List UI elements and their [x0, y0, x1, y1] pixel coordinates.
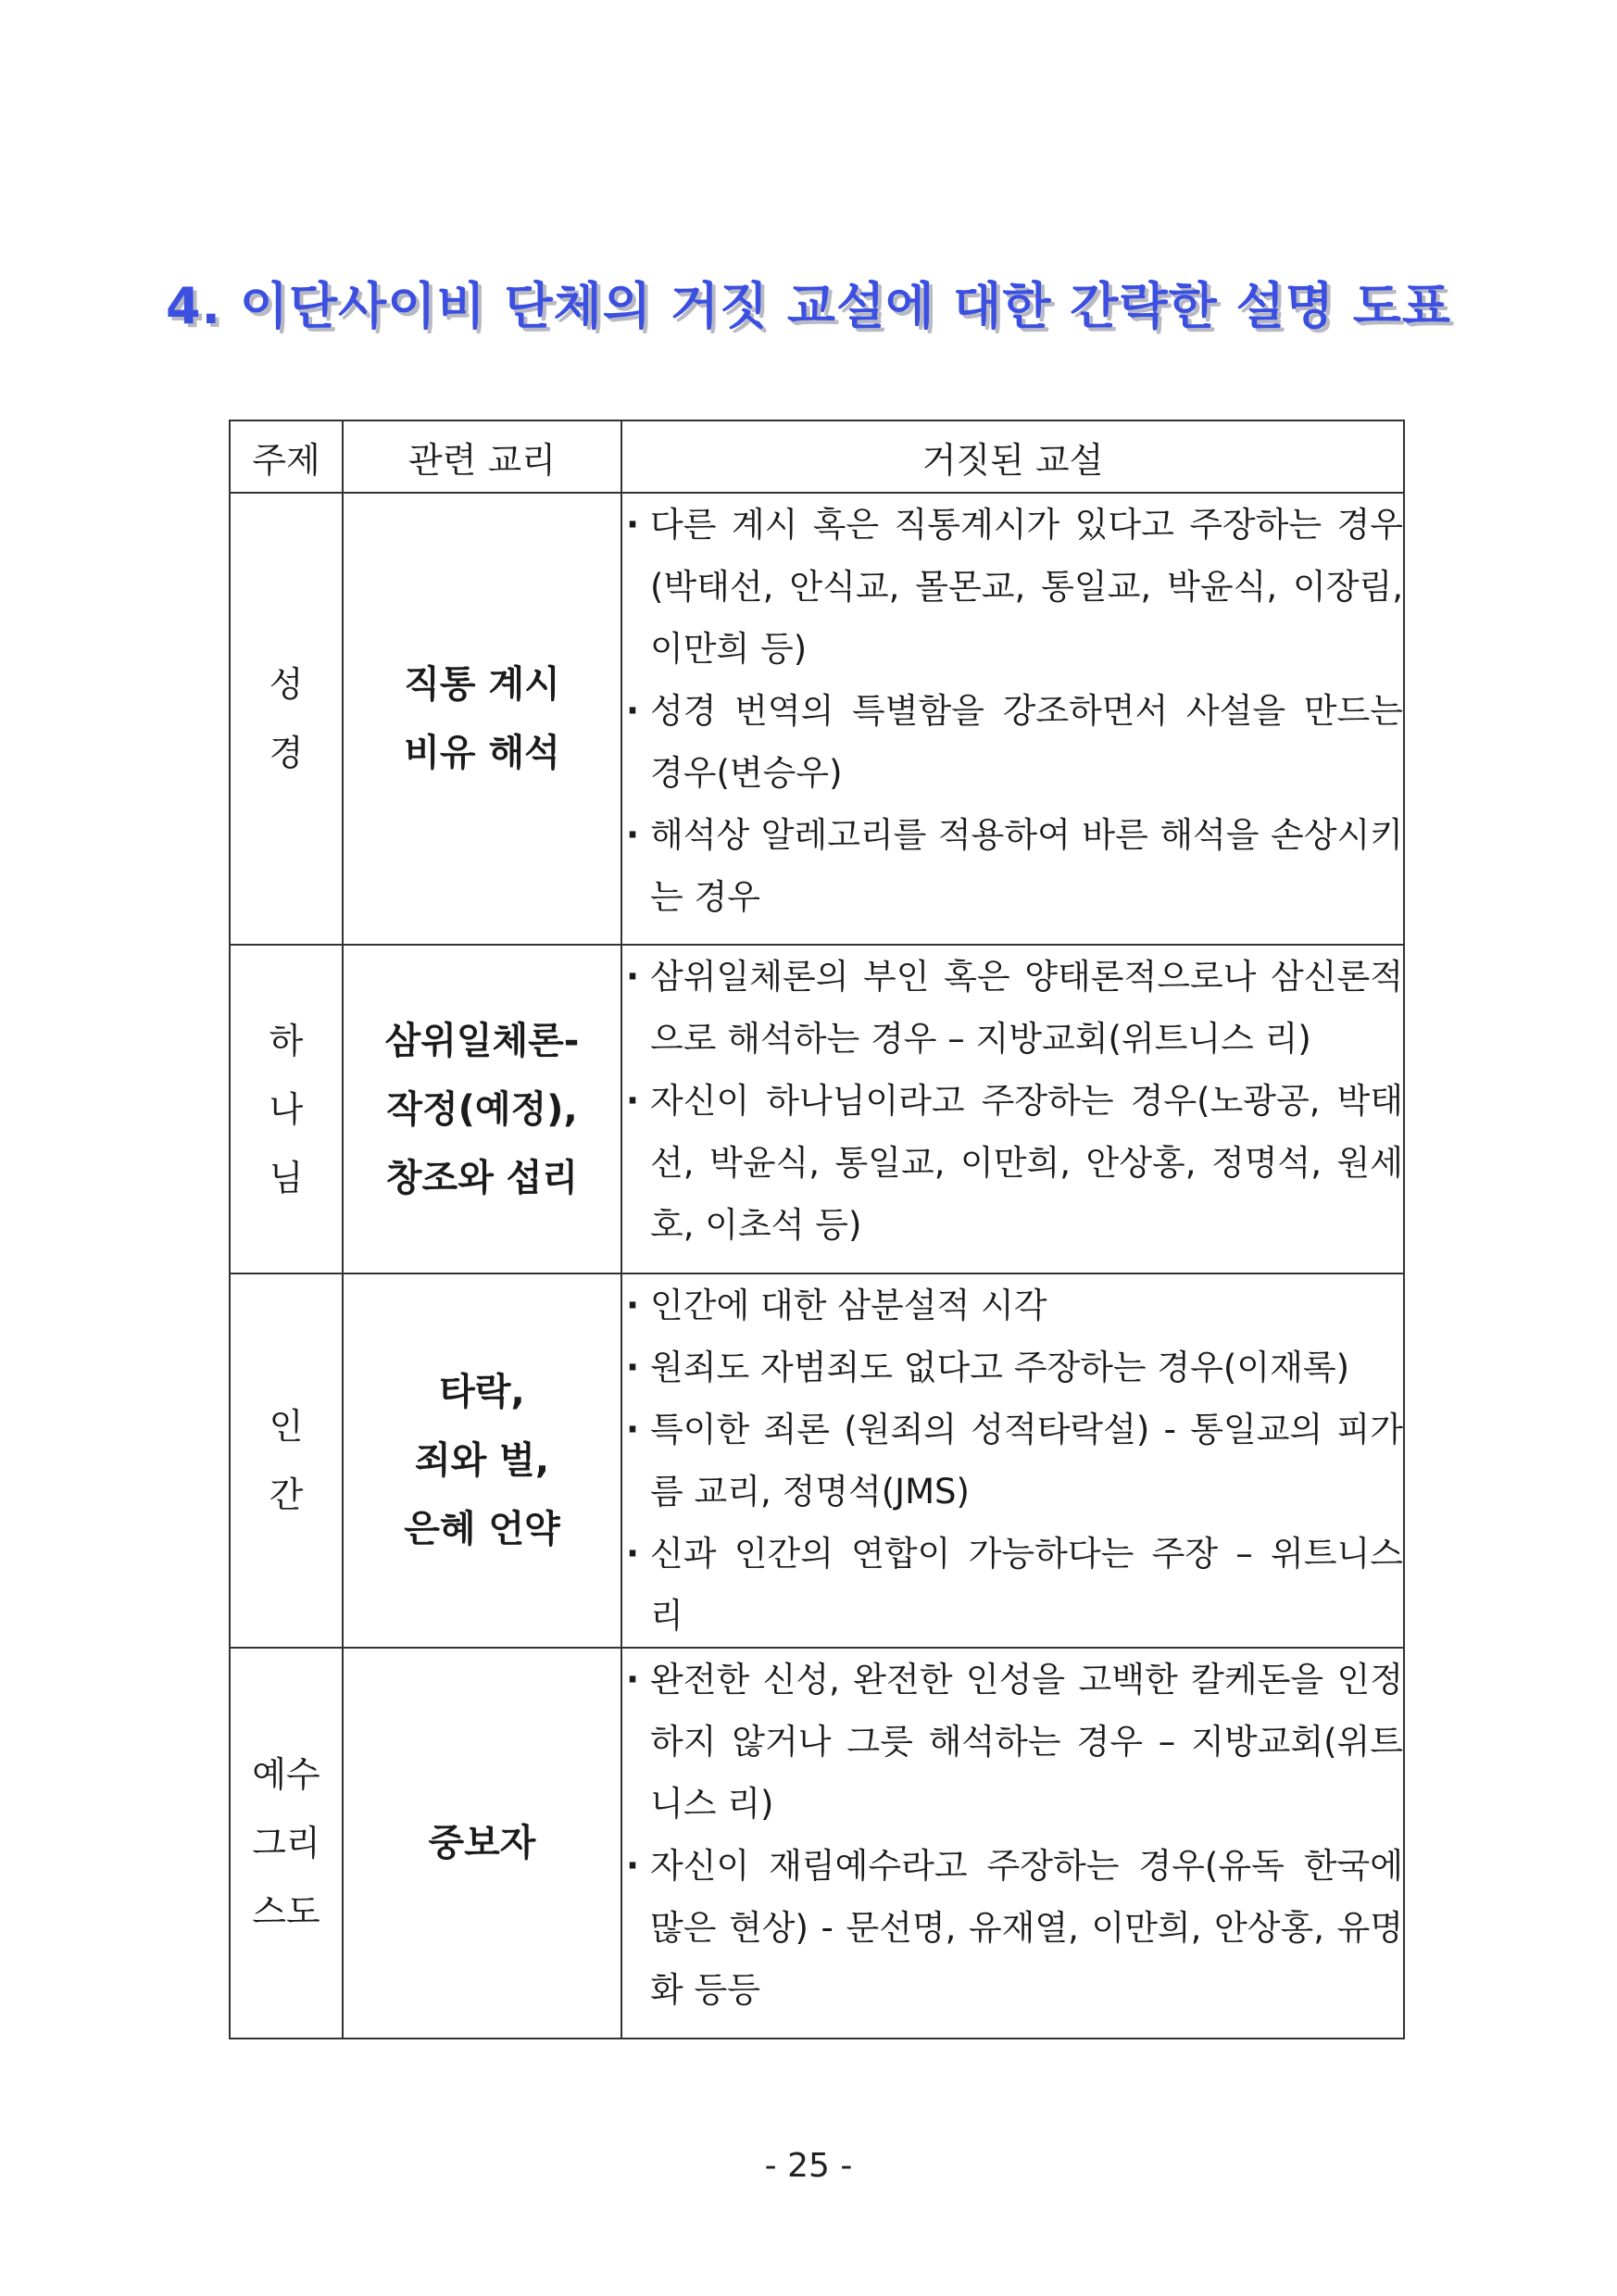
- topic-line: 하: [269, 1020, 304, 1061]
- list-item: · 성경 번역의 특별함을 강조하면서 사설을 만드는 경우(변승우): [622, 680, 1403, 804]
- topic-line: 그리: [252, 1823, 320, 1863]
- list-item: · 삼위일체론의 부인 혹은 양태론적으로나 삼신론적으로 해석하는 경우 – 지방교회(위트니스 리): [622, 946, 1403, 1070]
- topic-line: 성: [269, 664, 304, 705]
- doctrine-line: 타락,: [439, 1371, 525, 1413]
- teachings-cell: [621, 493, 1404, 945]
- page-number: - 25 -: [764, 2147, 853, 2185]
- doctrine-cell: [343, 1273, 621, 1648]
- doctrine-line: 직통 계시: [404, 663, 560, 706]
- topic-line: 예수: [252, 1754, 320, 1795]
- topic-line: 스도: [252, 1891, 320, 1932]
- doctrine-line: 작정(예정),: [386, 1087, 578, 1131]
- list-item: · 특이한 죄론 (원죄의 성적타락설) - 통일교의 피가름 교리, 정명석(JMS): [622, 1399, 1403, 1523]
- topic-line: 인: [269, 1406, 304, 1447]
- list-item: · 원죄도 자범죄도 없다고 주장하는 경우(이재록): [622, 1336, 1403, 1399]
- doctrine-cell: [343, 493, 621, 945]
- header-doctrine: 관련 교리: [343, 420, 621, 493]
- doctrine-line: 비유 해석: [404, 732, 560, 774]
- table-row: [230, 1648, 1404, 2039]
- table-row: [230, 945, 1404, 1273]
- topic-cell: [230, 493, 343, 945]
- page-title: 4. 이단사이비 단체의 거짓 교설에 대한 간략한 설명 도표: [165, 277, 1452, 335]
- list-item: · 신과 인간의 연합이 가능하다는 주장 – 위트니스 리: [622, 1523, 1403, 1647]
- topic-line: 님: [269, 1157, 304, 1198]
- topic-line: 경: [269, 733, 304, 773]
- header-false-teaching: 거짓된 교설: [621, 420, 1404, 493]
- topic-line: 간: [269, 1474, 304, 1515]
- doctrine-line: 은혜 언약: [404, 1508, 560, 1550]
- header-topic: 주제: [230, 420, 343, 493]
- teachings-cell: [621, 945, 1404, 1273]
- false-doctrine-table: [229, 420, 1405, 2039]
- list-item: · 다른 계시 혹은 직통계시가 있다고 주장하는 경우 (박태선, 안식교, 몰몬교, 통일교, 박윤식, 이장림, 이만희 등): [622, 494, 1403, 680]
- table-header-row: [230, 420, 1404, 493]
- topic-cell: [230, 945, 343, 1273]
- doctrine-line: 창조와 섭리: [385, 1156, 579, 1199]
- list-item: · 자신이 하나님이라고 주장하는 경우(노광공, 박태선, 박윤식, 통일교, 이만희, 안상홍, 정명석, 원세호, 이초석 등): [622, 1070, 1403, 1256]
- teachings-cell: [621, 1273, 1404, 1648]
- list-item: · 해석상 알레고리를 적용하여 바른 해석을 손상시키는 경우: [622, 804, 1403, 928]
- teachings-cell: [621, 1648, 1404, 2039]
- doctrine-cell: [343, 1648, 621, 2039]
- doctrine-cell: [343, 945, 621, 1273]
- list-item: · 인간에 대한 삼분설적 시각: [622, 1274, 1403, 1336]
- topic-cell: [230, 1273, 343, 1648]
- list-item: · 완전한 신성, 완전한 인성을 고백한 칼케돈을 인정하지 않거나 그릇 해석하는 경우 – 지방교회(위트니스 리): [622, 1649, 1403, 1835]
- table-row: [230, 493, 1404, 945]
- table-row: [230, 1273, 1404, 1648]
- doctrine-line: 중보자: [428, 1822, 536, 1864]
- topic-line: 나: [269, 1088, 304, 1130]
- topic-cell: [230, 1648, 343, 2039]
- doctrine-line: 삼위일체론-: [384, 1019, 580, 1062]
- list-item: · 자신이 재림예수라고 주장하는 경우(유독 한국에 많은 현상) - 문선명, 유재열, 이만희, 안상홍, 유명화 등등: [622, 1835, 1403, 2021]
- doctrine-line: 죄와 벌,: [414, 1439, 550, 1482]
